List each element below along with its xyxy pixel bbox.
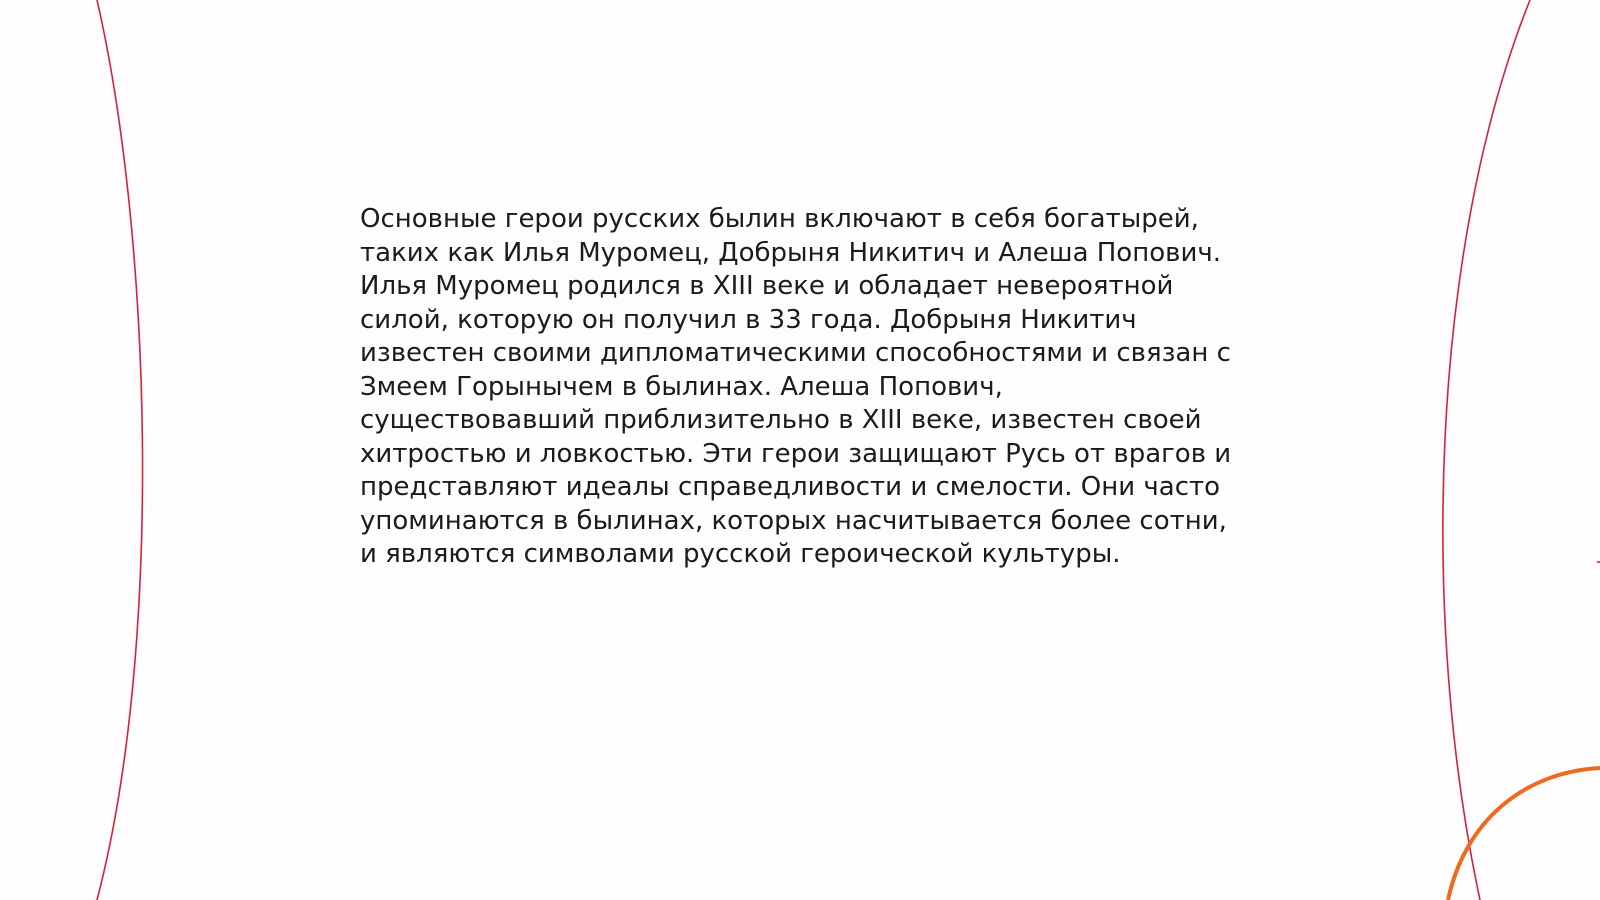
paragraph-line: Основные герои русских былин включают в себя богатырей, xyxy=(360,204,1199,234)
paragraph-line: силой, которую он получил в 33 года. Добрыня Никитич xyxy=(360,304,1137,335)
body-paragraph xyxy=(360,203,1240,572)
paragraph-line: и являются символами русской героической культуры. xyxy=(360,539,1121,569)
paragraph-line: Змеем Горынычем в былинах. Алеша Попович, xyxy=(360,371,1003,402)
right-curve xyxy=(1443,0,1530,900)
paragraph-line: известен своими дипломатическими способностями и связан с xyxy=(360,338,1231,368)
paragraph-line: таких как Илья Муромец, Добрыня Никитич и Алеша Попович. xyxy=(360,237,1221,268)
paragraph-line: хитростью и ловкостью. Эти герои защищают Русь от врагов и xyxy=(360,438,1232,469)
orange-arc xyxy=(1448,768,1600,900)
left-curve xyxy=(97,0,143,900)
paragraph-line: представляют идеалы справедливости и смелости. Они часто xyxy=(360,472,1221,502)
paragraph-line: упоминаются в былинах, которых насчитывается более сотни, xyxy=(360,505,1227,536)
paragraph-line: существовавший приблизительно в XIII веке, известен своей xyxy=(360,405,1202,435)
paragraph-line: Илья Муромец родился в XIII веке и обладает невероятной xyxy=(360,271,1174,301)
